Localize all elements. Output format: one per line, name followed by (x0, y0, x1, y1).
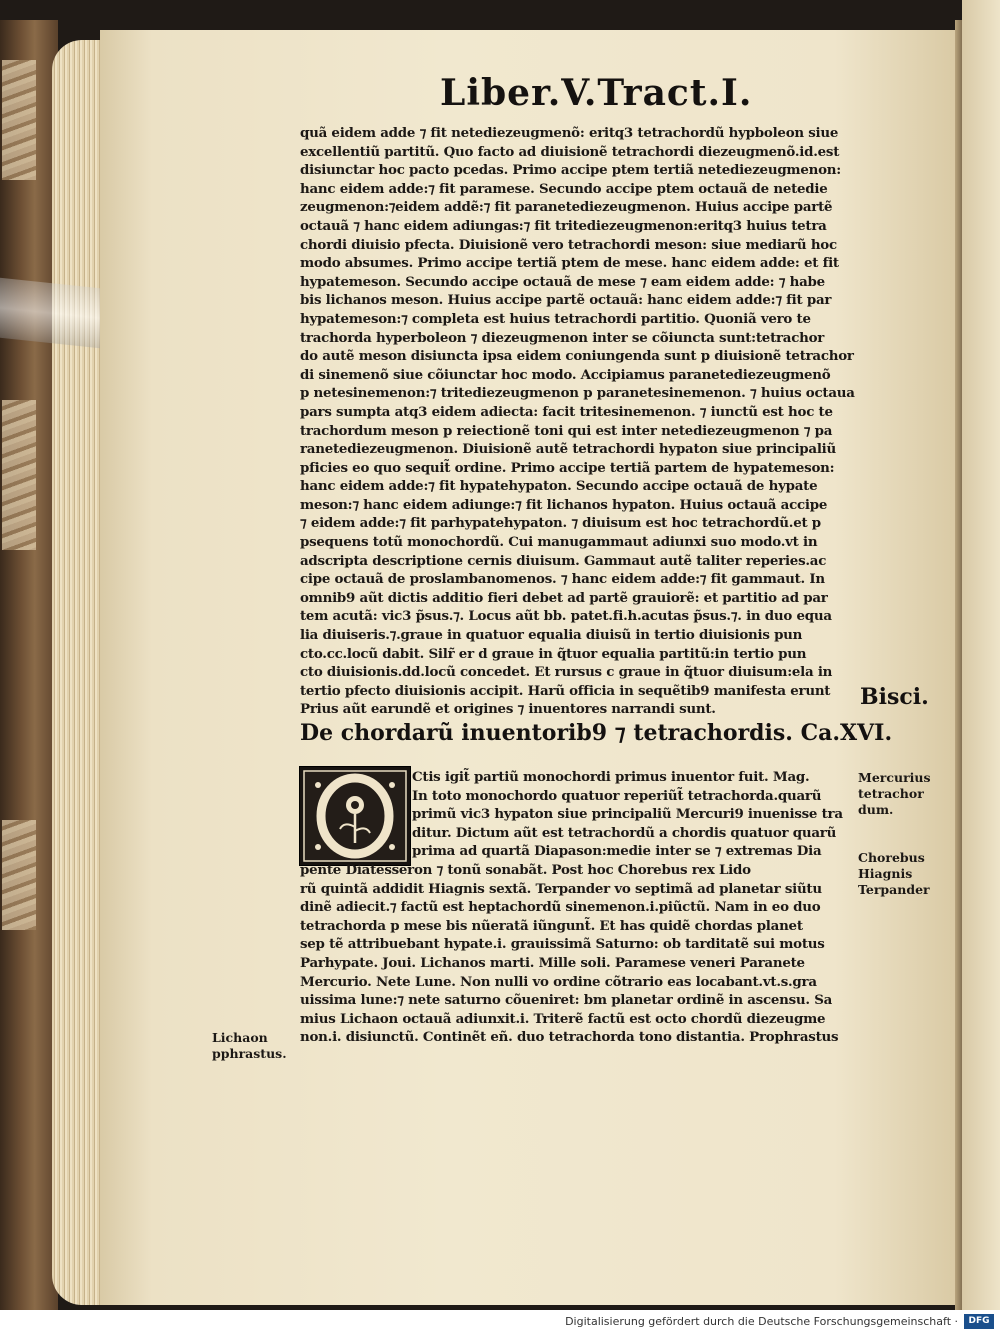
dfg-logo: DFG (964, 1314, 994, 1329)
text-line: prima ad quartã Diapason:medie inter se ⁊ extremas Dia (412, 843, 822, 860)
text-line: omnib9 aũt dictis additio fieri debet ad partẽ grauiorẽ: et partitio ad par (300, 589, 828, 606)
text-line: hanc eidem adde:⁊ fit paramese. Secundo accipe ptem octauã de netedie (300, 180, 828, 197)
book-cover-left (0, 20, 58, 1310)
text-line: cipe octauã de proslambanomenos. ⁊ hanc eidem adde:⁊ fit gammaut. In (300, 571, 825, 588)
text-line: pars sumpta atq3 eidem adiecta: facit tritesinemenon. ⁊ iunctũ est hoc te (300, 403, 833, 420)
text-line: di sinemenõ siue cõiunctar hoc modo. Accipiamus paranetediezeugmenõ (300, 366, 831, 383)
text-line: sep tẽ attribuebant hypate.i. grauissimã Saturno: ob tarditatẽ sui motus (300, 936, 825, 953)
side-note-names: Chorebus Hiagnis Terpander (858, 850, 930, 897)
text-line: tertio pfecto diuisionis accipit. Harũ officia in sequẽtib9 manifesta erunt (300, 682, 831, 699)
text-line: trachordum meson p reiectionẽ toni qui est inter netediezeugmenon ⁊ pa (300, 422, 833, 439)
margin-heading: Bisci. (860, 684, 929, 710)
glass-clamp (0, 278, 100, 349)
chapter-text-block (300, 768, 843, 1047)
text-line: hypatemeson:⁊ completa est huius tetrachordi partitio. Quoniã vero te (300, 310, 811, 327)
text-line: rũ quintã addidit Hiagnis sextã. Terpander vo septimã ad planetar siũtu (300, 880, 822, 897)
text-line: disiunctar hoc pacto pcedas. Primo accipe ptem tertiã netediezeugmenon: (300, 162, 841, 179)
digitization-footer (0, 1310, 1000, 1335)
text-line: do autẽ meson disiuncta ipsa eidem coniungenda sunt p diuisionẽ tetrachor (300, 348, 854, 365)
text-line: ditur. Dictum aũt est tetrachordũ a chordis quatuor quarũ (412, 824, 837, 841)
text-line: ranetediezeugmenon. Diuisionẽ autẽ tetrachordi hypaton siue principaliũ (300, 441, 836, 458)
text-line: Prius aũt earundẽ et origines ⁊ inuentores narrandi sunt. (300, 701, 716, 718)
text-line: dinẽ adiecit.⁊ factũ est heptachordũ sinemenon.i.piũctũ. Nam in eo duo (300, 899, 821, 916)
side-note-mercurius: Mercurius tetrachor dum. (858, 770, 931, 817)
text-line: trachorda hyperboleon ⁊ diezeugmenon inter se cõiuncta sunt:tetrachor (300, 329, 825, 346)
text-line: mius Lichaon octauã adiunxit.i. Triterẽ factũ est octo chordũ diezeugme (300, 1010, 826, 1027)
text-line: Mercurio. Nete Lune. Non nulli vo ordine cõtrario eas locabant.vt.s.gra (300, 973, 817, 990)
text-line: hanc eidem adde:⁊ fit hypatehypaton. Secundo accipe octauã de hypate (300, 478, 818, 495)
text-line: zeugmenon:⁊eidem addẽ:⁊ fit paranetediezeugmenon. Huius accipe partẽ (300, 199, 833, 216)
text-line: primũ vic3 hypaton siue principaliũ Mercuri9 inuenisse tra (412, 806, 843, 823)
text-line: octauã ⁊ hanc eidem adiungas:⁊ fit tritediezeugmenon:eritq3 huius tetra (300, 217, 827, 234)
text-line: quã eidem adde ⁊ fit netediezeugmenõ: eritq3 tetrachordũ hypboleon siue (300, 125, 839, 141)
chapter-title: De chordarũ inuentorib9 ⁊ tetrachordis. Ca.XVI. (300, 720, 893, 746)
text-line: cto diuisionis.dd.locũ concedet. Et rursus c graue in q̃tuor diuisum:ela in (300, 664, 833, 681)
marbled-cover-patch (2, 820, 36, 930)
text-line: uissima lune:⁊ nete saturno cõueniret: bm planetar ordinẽ in ascensu. Sa (300, 992, 833, 1009)
text-line: pficies eo quo sequit̃ ordine. Primo accipe tertiã partem de hypatemeson: (300, 459, 835, 476)
text-line: In toto monochordo quatuor reperiũt̃ tetrachorda.quarũ (412, 787, 822, 804)
text-line: Parhypate. Joui. Lichanos marti. Mille soli. Paramese veneri Paranete (300, 954, 805, 971)
text-line: tem acutã: vic3 p̃sus.⁊. Locus aũt bb. patet.fi.h.acutas p̃sus.⁊. in duo equa (300, 608, 832, 625)
text-line: bis lichanos meson. Huius accipe partẽ octauã: hanc eidem adde:⁊ fit par (300, 292, 832, 309)
text-line: psequens totũ monochordũ. Cui manugammaut adiunxi suo modo.vt in (300, 534, 818, 551)
main-text-block (300, 124, 855, 719)
text-line: non.i. disiunctũ. Continẽt eñ. duo tetrachorda tono distantia. Prophrastus (300, 1029, 839, 1046)
text-line: cto.cc.locũ dabit. Silr̃ er d graue in q̃tuor equalia partitũ:in tertio pun (300, 645, 807, 662)
text-line: adscripta descriptione cernis diuisum. Gammaut autẽ taliter reperies.ac (300, 552, 827, 569)
text-line: Ctis igit̃ partiũ monochordi primus inuentor fuit. Mag. (412, 769, 810, 785)
text-line: meson:⁊ hanc eidem adiunge:⁊ fit lichanos hypaton. Huius octauã accipe (300, 496, 828, 513)
text-line: hypatemeson. Secundo accipe octauã de mese ⁊ eam eidem adde: ⁊ habe (300, 273, 825, 290)
text-line: modo absumes. Primo accipe tertiã ptem de mese. hanc eidem adde: et fit (300, 255, 839, 272)
text-line: excellentiũ partitũ. Quo facto ad diuisionẽ tetrachordi diezeugmenõ.id.est (300, 143, 840, 160)
text-line: tetrachorda p mese bis nũeratã iũngunt̃. Et has quidẽ chordas planet (300, 917, 803, 934)
footer-credit: Digitalisierung gefördert durch die Deutsche Forschungsgemeinschaft · (565, 1315, 958, 1328)
text-line: chordi diuisio pfecta. Diuisionẽ vero tetrachordi meson: siue mediarũ hoc (300, 236, 837, 253)
side-note-lichaon: Lichaon pphrastus. (212, 1030, 287, 1061)
page-edges-left (52, 40, 107, 1305)
facing-page-edge (962, 0, 1000, 1310)
running-head: Liber.V.Tract.I. (440, 72, 753, 114)
text-line: ⁊ eidem adde:⁊ fit parhypatehypaton. ⁊ diuisum est hoc tetrachordũ.et p (300, 515, 821, 532)
marbled-cover-patch (2, 60, 36, 180)
marbled-cover-patch (2, 400, 36, 550)
text-line: p netesinemenon:⁊ tritediezeugmenon p paranetesinemenon. ⁊ huius octaua (300, 385, 855, 402)
text-line: pente Diatesseron ⁊ tonũ sonabãt. Post hoc Chorebus rex Lido (300, 861, 751, 878)
text-line: lia diuiseris.⁊.graue in quatuor equalia diuisũ in tertio diuisionis pun (300, 627, 803, 644)
